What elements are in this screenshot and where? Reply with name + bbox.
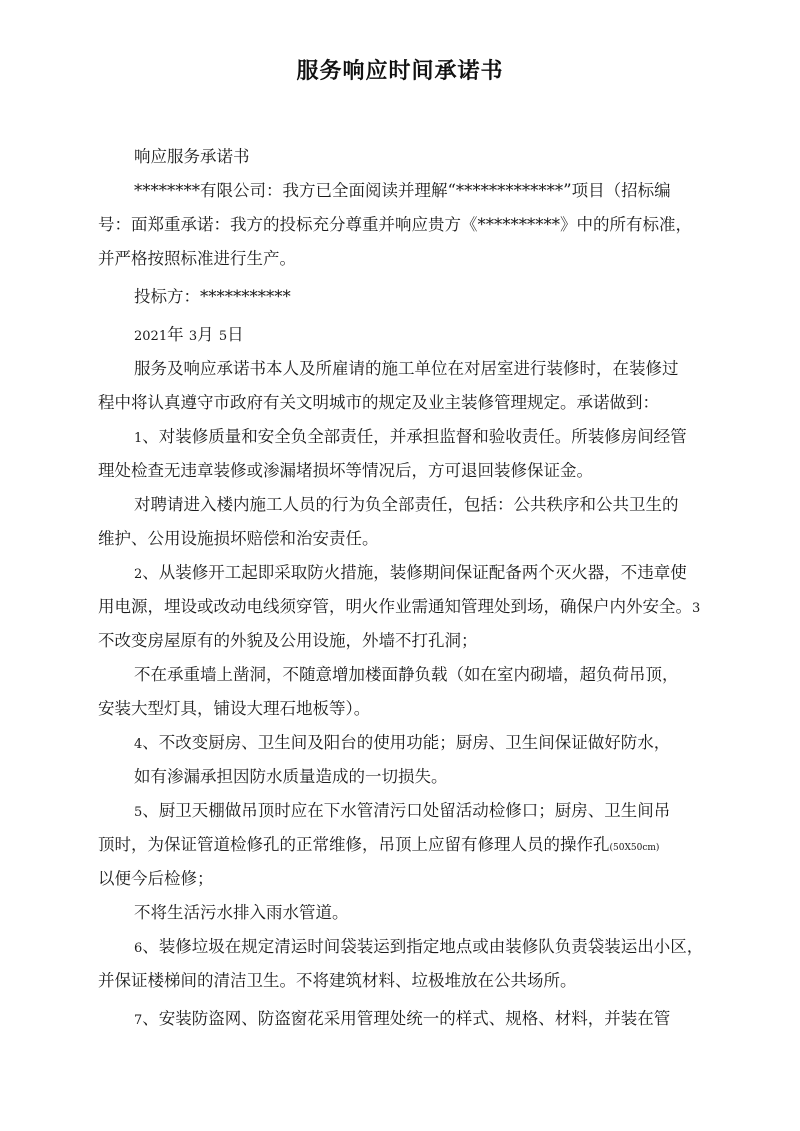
date-month-label: 月 [197, 325, 214, 344]
paragraph-line: 不改变房屋原有的外貌及公用设施，外墙不打孔洞； [98, 631, 478, 650]
date-day-label: 日 [227, 325, 244, 344]
paragraph-line: 号：面郑重承诺：我方的投标充分尊重并响应贵方《**********》中的所有标准， [98, 215, 692, 234]
paragraph-line: 维护、公用设施损坏赔偿和治安责任。 [98, 529, 379, 548]
paragraph-line: 程中将认真遵守市政府有关文明城市的规定及业主装修管理规定。承诺做到： [98, 393, 659, 412]
item-text: 、不改变厨房、卫生间及阳台的使用功能；厨房、卫生间保证做好防水， [142, 733, 671, 752]
document-body [98, 140, 708, 1036]
paragraph-line: 不将生活污水排入雨水管道。 [134, 903, 349, 922]
item-number: 3 [692, 601, 701, 616]
item-number: 5 [134, 805, 143, 820]
paragraph-line: 如有渗漏承担因防水质量造成的一切损失。 [134, 767, 448, 786]
item-text: 、对装修质量和安全负全部责任，并承担监督和验收责任。所装修房间经管 [142, 427, 687, 446]
date-year-label: 年 [167, 325, 184, 344]
item-text: 、安装防盗网、防盗窗花采用管理处统一的样式、规格、材料，并装在管 [142, 1009, 671, 1028]
page-title: 服务响应时间承诺书 [296, 58, 504, 84]
paragraph-line: 并保证楼梯间的清洁卫生。不将建筑材料、垃极堆放在公共场所。 [98, 971, 577, 990]
list-item [98, 930, 708, 964]
bidder-line: 投标方：*********** [134, 287, 291, 306]
list-item [98, 794, 708, 828]
item-number: 1 [134, 431, 143, 446]
paragraph-line: 理处检查无违章装修或渗漏堵损坏等情况后，方可退回装修保证金。 [98, 461, 593, 480]
paragraph-line: ********有限公司：我方已全面阅读并理解“*************”项目（招标编 [134, 181, 671, 200]
paragraph-line [98, 828, 708, 862]
paragraph-line [98, 590, 708, 624]
item-text: 、从装修开工起即采取防火措施，装修期间保证配备两个灭火器，不违章使 [142, 563, 687, 582]
item-number: 6 [134, 941, 143, 956]
paragraph-line: 并严格按照标准进行生产。 [98, 249, 296, 268]
item-number: 4 [134, 737, 143, 752]
list-item [98, 556, 708, 590]
item-text: 、装修垃圾在规定清运时间袋装运到指定地点或由装修队负责袋装运出小区， [142, 937, 704, 956]
item-number: 2 [134, 567, 143, 582]
item-number: 7 [134, 1013, 143, 1028]
paragraph-line: 不在承重墙上凿洞，不随意增加楼面静负载（如在室内砌墙，超负荷吊顶， [134, 665, 679, 684]
paragraph-line: 安装大型灯具，铺设大理石地板等）。 [98, 699, 371, 718]
list-item [98, 1002, 708, 1036]
section-heading: 响应服务承诺书 [134, 147, 250, 166]
item-text: 用电源，埋设或改动电线须穿管，明火作业需通知管理处到场，确保户内外安全。 [98, 597, 692, 616]
list-item [98, 420, 708, 454]
paragraph-line: 服务及响应承诺书本人及所雇请的施工单位在对居室进行装修时，在装修过 [134, 359, 679, 378]
dimension-note: (50X50cm) [609, 843, 660, 853]
list-item [98, 726, 708, 760]
date-year: 2021 [134, 329, 168, 344]
date-line [98, 318, 708, 352]
date-month: 3 [188, 329, 198, 344]
item-text: 顶时，为保证管道检修孔的正常维修，吊顶上应留有修理人员的操作孔 [98, 835, 610, 854]
item-text: 、厨卫天棚做吊顶时应在下水管清污口处留活动检修口；厨房、卫生间吊 [142, 801, 671, 820]
paragraph-line: 以便今后检修； [98, 869, 214, 888]
paragraph-line: 对聘请进入楼内施工人员的行为负全部责任，包括：公共秩序和公共卫生的 [134, 495, 679, 514]
date-day: 5 [218, 329, 228, 344]
